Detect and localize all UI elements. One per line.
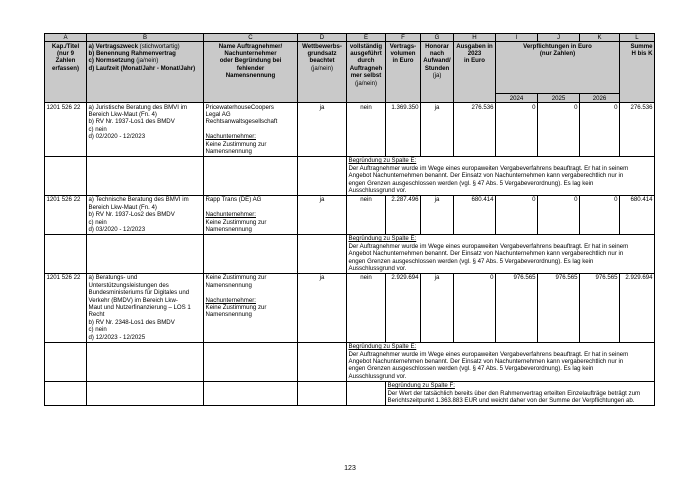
text-line: Auftragneh bbox=[349, 64, 383, 72]
year-header: 2024 bbox=[496, 94, 538, 103]
text-line: (nur 9 Zahlen bbox=[55, 49, 76, 65]
text-line: Nachunternehmer: bbox=[205, 296, 256, 304]
cell-verpflichtung-2024: 0 bbox=[496, 103, 538, 157]
header-item-note: (stichwortartig) bbox=[137, 42, 180, 50]
spacer bbox=[206, 126, 296, 133]
empty-cell bbox=[347, 381, 386, 405]
header-honorar bbox=[421, 42, 454, 103]
column-letters-row bbox=[45, 34, 655, 42]
text-line: Recht bbox=[88, 311, 105, 319]
empty-cell bbox=[45, 342, 87, 381]
empty-cell bbox=[298, 156, 347, 195]
empty-cell bbox=[45, 234, 87, 273]
text-line: Verpflichtungen in Euro bbox=[523, 42, 592, 50]
text-line: a) Technische Beratung des BMVI im bbox=[88, 196, 189, 204]
text-line: in Euro bbox=[392, 57, 414, 65]
cell-ausgefuehrt: nein bbox=[347, 103, 386, 157]
text-line: Namensnennung bbox=[205, 311, 252, 319]
note-row bbox=[45, 234, 655, 273]
column-letter: C bbox=[204, 34, 298, 42]
cell-vertragsvolumen: 1.369.350 bbox=[386, 103, 421, 157]
text-line: d) 03/2020 - 12/2023 bbox=[88, 226, 146, 233]
text-line: (nur Zahlen) bbox=[539, 49, 576, 57]
cell-auftragnehmer bbox=[204, 273, 298, 342]
header-item-bold: c) Normsetzung bbox=[88, 57, 135, 65]
cell-verpflichtung-2024: 976.565 bbox=[496, 273, 538, 342]
text-line: Summe bbox=[630, 42, 653, 50]
empty-cell bbox=[298, 234, 347, 273]
note-cell bbox=[347, 156, 655, 195]
text-line: volumen bbox=[390, 49, 416, 57]
empty-cell bbox=[87, 234, 204, 273]
empty-cell bbox=[204, 342, 298, 381]
note-cell bbox=[386, 381, 655, 405]
header-item bbox=[89, 50, 202, 57]
column-letter: L bbox=[620, 34, 655, 42]
text-line: engen Grenzen ausgeschlossen werden (vgl. § 47 Abs. 5 Vergabeverordnung). Es lag kein bbox=[348, 365, 594, 373]
table-row bbox=[45, 103, 655, 157]
note-row bbox=[45, 156, 655, 195]
header-wettbewerbsgrundsatz bbox=[298, 42, 347, 103]
text-line: Aufwand/ bbox=[423, 57, 451, 65]
header-summe bbox=[620, 42, 655, 103]
text-line: Legal AG bbox=[205, 110, 231, 118]
column-letter: H bbox=[454, 34, 496, 42]
text-line: grundsatz bbox=[307, 49, 337, 57]
text-line: d) 12/2023 - 12/2025 bbox=[88, 333, 146, 341]
cell-verpflichtung-2025: 976.565 bbox=[538, 273, 580, 342]
cell-kap-titel: 1201 526 22 bbox=[45, 103, 87, 157]
text-line: b) RV Nr. 1937-Los1 des BMDV bbox=[88, 118, 175, 126]
text-line: d) 02/2020 - 12/2023 bbox=[88, 133, 146, 141]
text-line: Keine Zustimmung zur bbox=[205, 218, 267, 226]
spacer bbox=[206, 289, 296, 296]
text-line: b) RV Nr. 1937-Los2 des BMDV bbox=[88, 211, 175, 219]
text-line: beachtet bbox=[309, 57, 335, 65]
text-line: vollständig bbox=[349, 42, 383, 50]
text-line: Kap./Titel bbox=[51, 42, 80, 50]
header-item-bold: d) Laufzeit (Monat/Jahr - Monat/Jahr) bbox=[88, 64, 196, 72]
text-line: Begründung zu Spalte E: bbox=[348, 235, 417, 243]
header-verpflichtungen bbox=[496, 42, 620, 94]
text-line: Keine Zustimmung zur bbox=[205, 274, 267, 282]
text-line: Namensnennung bbox=[205, 226, 252, 233]
text-line: c) nein bbox=[88, 125, 107, 133]
note-cell bbox=[347, 234, 655, 273]
header-item-bold: a) Vertragszweck bbox=[88, 42, 138, 50]
text-line: mer selbst bbox=[350, 72, 382, 80]
empty-cell bbox=[45, 156, 87, 195]
text-line: Namensnennung bbox=[205, 281, 252, 289]
cell-verpflichtung-2025: 0 bbox=[538, 103, 580, 157]
text-line: oder Begründung bei fehlender bbox=[219, 57, 282, 72]
column-letter: E bbox=[347, 34, 386, 42]
table-row bbox=[45, 273, 655, 342]
empty-cell bbox=[87, 342, 204, 381]
text-line: a) Beratungs- und bbox=[88, 274, 138, 282]
text-line: Begründung zu Spalte E: bbox=[348, 157, 417, 165]
text-line: Maut und Nutzerfinanzierung – LOS 1 bbox=[88, 304, 191, 312]
header-ausgaben-2023 bbox=[454, 42, 496, 103]
cell-auftragnehmer bbox=[204, 195, 298, 234]
empty-cell bbox=[87, 381, 204, 405]
cell-kap-titel: 1201 526 22 bbox=[45, 195, 87, 234]
text-line: c) nein bbox=[88, 326, 107, 334]
text-line: Angebot Nachunternehmen benannt. Der Einsatz von Nachunternehmen kann vergaberechtlich nur in bbox=[348, 172, 624, 180]
contracts-table bbox=[44, 33, 655, 406]
text-line: Angebot Nachunternehmen benannt. Der Einsatz von Nachunternehmen kann vergaberechtlich nur in bbox=[348, 357, 624, 365]
text-line: Namensnennung bbox=[205, 147, 252, 155]
header-auftragnehmer bbox=[204, 42, 298, 103]
text-line: PricewaterhouseCoopers bbox=[205, 103, 274, 111]
year-header: 2025 bbox=[538, 94, 580, 103]
cell-wettbewerb: ja bbox=[298, 273, 347, 342]
text-line: nach bbox=[429, 49, 445, 57]
cell-honorar: ja bbox=[421, 273, 454, 342]
text-line: engen Grenzen ausgeschlossen werden (vgl. § 47 Abs. 5 Vergabeverordnung). Es lag kein bbox=[348, 179, 594, 187]
text-line: durch bbox=[357, 57, 375, 65]
column-letter: F bbox=[386, 34, 421, 42]
column-letter: A bbox=[45, 34, 87, 42]
spacer bbox=[206, 204, 296, 211]
text-line: Rapp Trans (DE) AG bbox=[205, 196, 262, 204]
text-line: Ausschlussgrund vor. bbox=[348, 372, 407, 380]
text-line: engen Grenzen ausgeschlossen werden (vgl. § 47 Abs. 5 Vergabeverordnung). Es lag kein bbox=[348, 257, 594, 265]
text-line: Ausschlussgrund vor. bbox=[348, 186, 407, 194]
text-line: a) Juristische Beratung des BMVI im bbox=[88, 103, 188, 111]
text-line: Ausgaben in bbox=[456, 42, 493, 50]
text-line: Angebot Nachunternehmen benannt. Der Einsatz von Nachunternehmen kann vergaberechtlich nur in bbox=[348, 250, 624, 258]
empty-cell bbox=[204, 156, 298, 195]
column-letter: J bbox=[538, 34, 580, 42]
cell-verpflichtung-2024: 0 bbox=[496, 195, 538, 234]
text-line: Bereich Lkw-Maut (Fn. 4) bbox=[88, 110, 157, 118]
year-header: 2026 bbox=[580, 94, 620, 103]
text-line: H bis K bbox=[631, 49, 653, 57]
text-line: Der Auftragnehmer wurde im Wege eines europaweiten Vergabeverfahrens beauftragt. Er hat in seinem bbox=[348, 242, 629, 250]
cell-kap-titel: 1201 526 22 bbox=[45, 273, 87, 342]
cell-vertragsvolumen: 2.287.496 bbox=[386, 195, 421, 234]
text-line: (ja/nein) bbox=[310, 64, 333, 72]
text-line: Begründung zu Spalte E: bbox=[348, 343, 417, 351]
text-line: ausgeführt bbox=[350, 49, 382, 57]
text-line: Keine Zustimmung zur bbox=[205, 304, 267, 312]
text-line: Vertrags- bbox=[389, 42, 417, 50]
text-line: Nachunternehmer: bbox=[205, 133, 256, 141]
text-line: Bundesministeriums für Digitales und bbox=[88, 289, 190, 297]
cell-auftragnehmer bbox=[204, 103, 298, 157]
column-letter: I bbox=[496, 34, 538, 42]
cell-ausgaben-2023: 680.414 bbox=[454, 195, 496, 234]
text-line: Berichtszeitpunkt 1.363.883 EUR und weicht daher von der Summe der Verpflichtungen ab. bbox=[387, 396, 635, 404]
text-line: Nachunternehmer: bbox=[205, 211, 256, 219]
cell-wettbewerb: ja bbox=[298, 103, 347, 157]
cell-verpflichtung-2025: 0 bbox=[538, 195, 580, 234]
text-line: b) RV Nr. 2348-Los1 des BMDV bbox=[88, 318, 175, 326]
note-row bbox=[45, 342, 655, 381]
header-item bbox=[89, 43, 202, 50]
empty-cell bbox=[298, 342, 347, 381]
header-vertragszweck bbox=[87, 42, 204, 103]
cell-summe: 2.929.694 bbox=[620, 273, 655, 342]
page-number: 123 bbox=[344, 465, 356, 472]
note-cell bbox=[347, 342, 655, 381]
column-letter: K bbox=[580, 34, 620, 42]
header-vertragsvolumen bbox=[386, 42, 421, 103]
cell-summe: 680.414 bbox=[620, 195, 655, 234]
text-line: Nachunternehmer bbox=[224, 49, 277, 57]
text-line: Rechtsanwaltsgesellschaft bbox=[205, 118, 278, 126]
text-line: Bereich Lkw-Maut (Fn. 4) bbox=[88, 203, 157, 211]
text-line: Der Auftragnehmer wurde im Wege eines europaweiten Vergabeverfahrens beauftragt. Er hat in seinem bbox=[348, 350, 629, 358]
text-line: 2023 bbox=[467, 49, 482, 57]
text-line: (ja/nein) bbox=[354, 79, 377, 87]
header-item-note: (ja/nein) bbox=[134, 57, 159, 65]
note-row bbox=[45, 381, 655, 405]
header-ausgefuehrt bbox=[347, 42, 386, 103]
text-line: Honorar bbox=[425, 42, 449, 50]
table-row bbox=[45, 195, 655, 234]
text-line: Unterstützungsleistungen des bbox=[88, 281, 169, 289]
empty-cell bbox=[87, 156, 204, 195]
text-line: Namensnennung bbox=[225, 72, 276, 80]
header-item-bold: b) Benennung Rahmenvertrag bbox=[88, 49, 176, 57]
cell-ausgefuehrt: nein bbox=[347, 273, 386, 342]
empty-cell bbox=[204, 381, 298, 405]
text-line: Verkehr (BMDV) im Bereich Lkw- bbox=[88, 296, 178, 304]
column-letter: G bbox=[421, 34, 454, 42]
empty-cell bbox=[204, 234, 298, 273]
text-line: erfassen) bbox=[51, 64, 80, 72]
text-line: Ausschlussgrund vor. bbox=[348, 265, 407, 273]
text-line: Stunden bbox=[424, 64, 450, 72]
column-letter: B bbox=[87, 34, 204, 42]
text-line: in Euro bbox=[464, 57, 485, 65]
header-item bbox=[89, 57, 202, 64]
text-line: Der Auftragnehmer wurde im Wege eines europaweiten Vergabeverfahrens beauftragt. Er hat in seinem bbox=[348, 164, 629, 172]
cell-wettbewerb: ja bbox=[298, 195, 347, 234]
cell-ausgaben-2023: 0 bbox=[454, 273, 496, 342]
cell-honorar: ja bbox=[421, 103, 454, 157]
text-line: Begründung zu Spalte F: bbox=[387, 382, 455, 390]
text-line: (ja) bbox=[432, 72, 442, 80]
text-line: Keine Zustimmung zur bbox=[205, 140, 267, 148]
cell-verpflichtung-2026: 0 bbox=[580, 103, 620, 157]
text-line: Name Auftragnehmer/ bbox=[218, 42, 283, 50]
cell-vertragszweck bbox=[87, 273, 204, 342]
cell-summe: 276.536 bbox=[620, 103, 655, 157]
header-item bbox=[89, 65, 202, 72]
cell-vertragszweck bbox=[87, 103, 204, 157]
empty-cell bbox=[45, 381, 87, 405]
cell-ausgaben-2023: 276.536 bbox=[454, 103, 496, 157]
header-kap-titel bbox=[45, 42, 87, 103]
cell-honorar: ja bbox=[421, 195, 454, 234]
header-row bbox=[45, 42, 655, 94]
cell-vertragsvolumen: 2.929.694 bbox=[386, 273, 421, 342]
cell-verpflichtung-2026: 976.565 bbox=[580, 273, 620, 342]
empty-cell bbox=[298, 381, 347, 405]
text-line: Der Wert der tatsächlich bereits über den Rahmenvertrag erteilten Einzelaufträge beträgt zum bbox=[387, 389, 641, 397]
text-line: Wettbewerbs- bbox=[302, 42, 342, 50]
cell-ausgefuehrt: nein bbox=[347, 195, 386, 234]
cell-verpflichtung-2026: 0 bbox=[580, 195, 620, 234]
text-line: c) nein bbox=[88, 218, 107, 226]
column-letter: D bbox=[298, 34, 347, 42]
cell-vertragszweck bbox=[87, 195, 204, 234]
